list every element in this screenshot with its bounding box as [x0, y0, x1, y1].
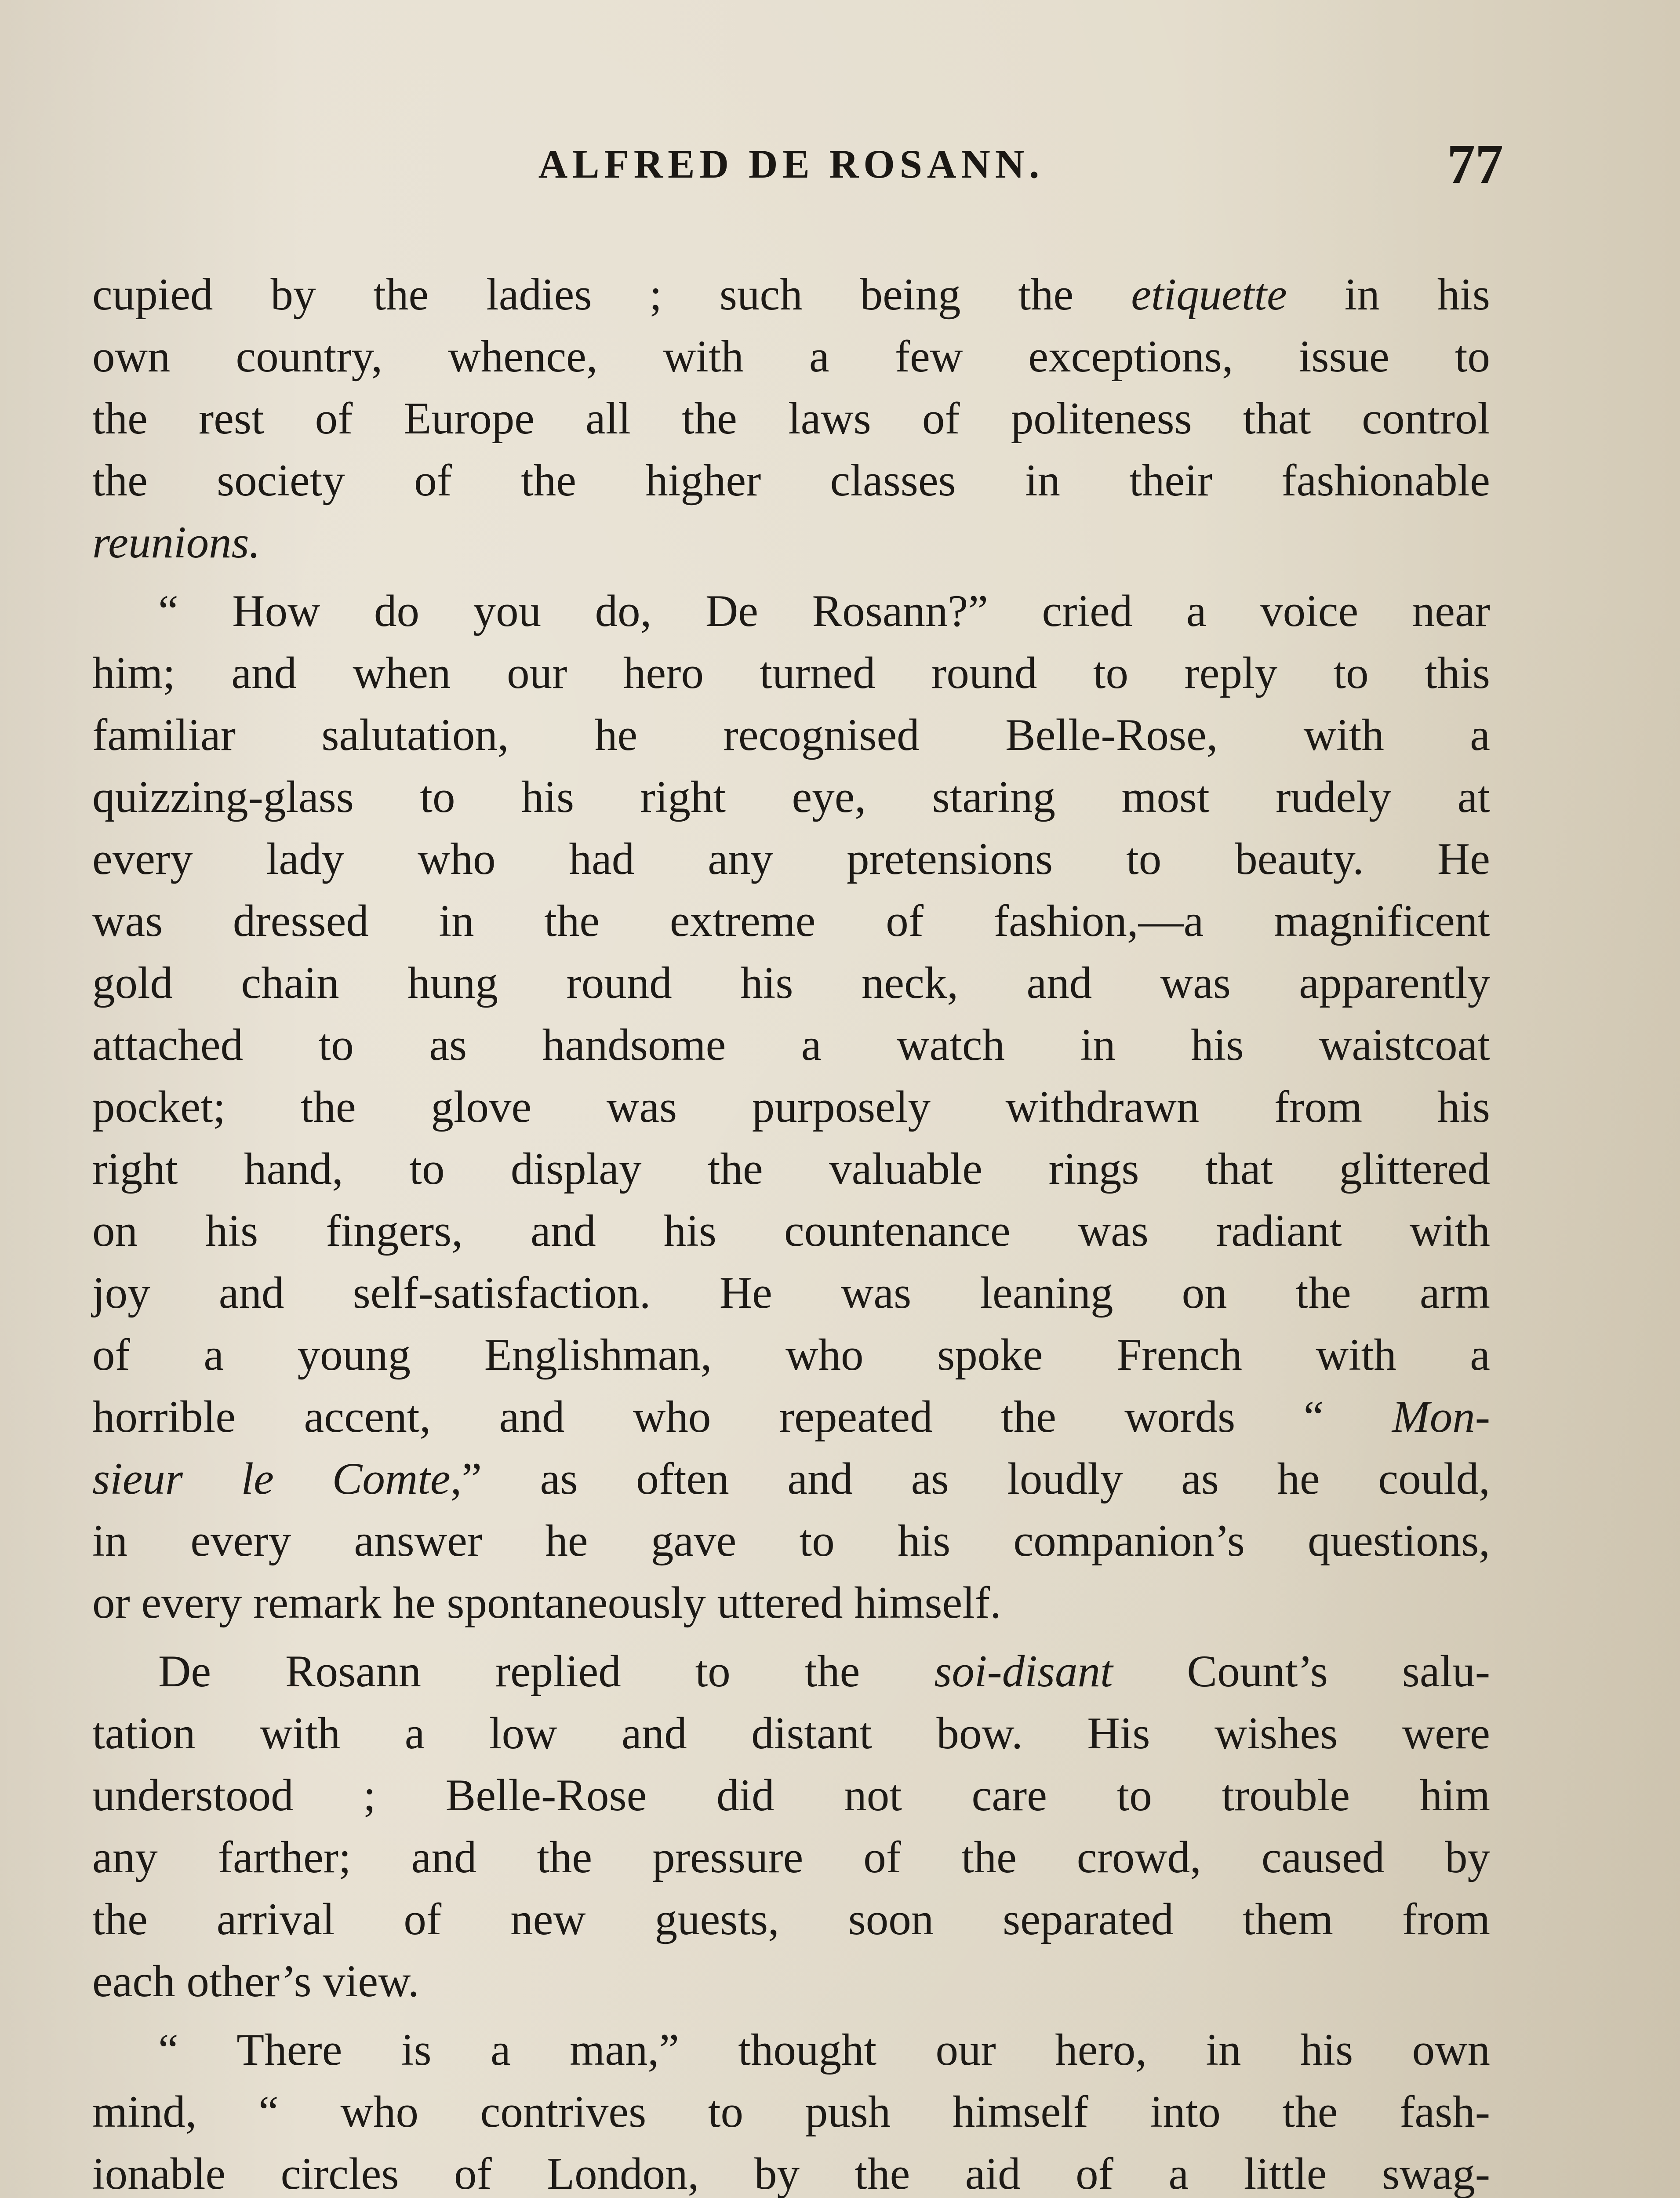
text-line [92, 1827, 1490, 1889]
text-span: or every remark he spontaneously uttered himself. [92, 1578, 1001, 1628]
text-span: De Rosann replied to the [158, 1646, 935, 1696]
text-span: the rest of Europe all the laws of politeness that control [92, 393, 1490, 444]
text-span: gold chain hung round his neck, and was apparently [92, 958, 1490, 1008]
text-line [92, 580, 1490, 642]
text-line [92, 1448, 1490, 1510]
text-line [92, 1951, 1490, 2012]
text-span: on his fingers, and his countenance was radiant with [92, 1206, 1490, 1256]
text-line [92, 1889, 1490, 1951]
text-line [92, 1014, 1490, 1076]
text-line [92, 952, 1490, 1014]
text-span: pocket; the glove was purposely withdrawn from his [92, 1082, 1490, 1132]
text-line [92, 512, 1490, 574]
text-span: was dressed in the extreme of fashion,—a magnificent [92, 896, 1490, 946]
text-span: “ How do you do, De Rosann?” cried a voice near [158, 586, 1490, 636]
body-text [92, 264, 1490, 2198]
text-span: joy and self-satisfaction. He was leaning on the arm [92, 1268, 1490, 1318]
text-span: in every answer he gave to his companion’s questions, [92, 1516, 1490, 1566]
text-line [92, 1262, 1490, 1324]
text-line [92, 450, 1490, 512]
text-line [92, 326, 1490, 388]
text-line [92, 388, 1490, 450]
text-span: mind, “ who contrives to push himself into the fash- [92, 2087, 1490, 2137]
italic-span: reunions. [92, 517, 261, 568]
page-number: 77 [1447, 133, 1503, 195]
text-span: the society of the higher classes in their fashionable [92, 455, 1490, 506]
text-line [92, 2143, 1490, 2198]
text-line [92, 1572, 1490, 1634]
text-span: every lady who had any pretensions to beauty. He [92, 834, 1490, 884]
text-line [92, 1765, 1490, 1827]
text-span: in his [1287, 269, 1490, 320]
italic-span: soi-disant [934, 1646, 1113, 1696]
text-line [92, 2081, 1490, 2143]
text-line [92, 1510, 1490, 1572]
text-line [92, 1386, 1490, 1448]
text-span: cupied by the ladies ; such being the [92, 269, 1131, 320]
text-span: attached to as handsome a watch in his waistcoat [92, 1020, 1490, 1070]
text-line [92, 1324, 1490, 1386]
text-line [92, 1076, 1490, 1138]
text-line [92, 2019, 1490, 2081]
text-span: familiar salutation, he recognised Belle-Rose, with a [92, 710, 1490, 760]
text-span: Count’s salu- [1113, 1646, 1491, 1696]
text-span: ionable circles of London, by the aid of a little swag- [92, 2149, 1490, 2198]
running-head: ALFRED DE ROSANN. [538, 142, 1044, 186]
text-line [92, 704, 1490, 766]
text-line [92, 828, 1490, 890]
text-line [92, 264, 1490, 326]
text-line [92, 1138, 1490, 1200]
text-span: quizzing-glass to his right eye, staring most rudely at [92, 772, 1490, 822]
text-span: the arrival of new guests, soon separated them from [92, 1894, 1490, 1944]
italic-span: sieur le Comte, [92, 1454, 462, 1504]
text-line [92, 1703, 1490, 1765]
text-span: own country, whence, with a few exceptions, issue to [92, 331, 1490, 382]
text-line [92, 766, 1490, 828]
text-span: of a young Englishman, who spoke French with a [92, 1330, 1490, 1380]
text-span: “ There is a man,” thought our hero, in his own [158, 2025, 1490, 2075]
text-line [92, 1200, 1490, 1262]
text-line [92, 642, 1490, 704]
page-header [92, 132, 1503, 202]
text-line [92, 1641, 1490, 1703]
text-span: him; and when our hero turned round to reply to this [92, 648, 1490, 698]
text-span: understood ; Belle-Rose did not care to trouble him [92, 1770, 1490, 1820]
italic-span: etiquette [1131, 269, 1287, 320]
text-span: any farther; and the pressure of the crowd, caused by [92, 1832, 1490, 1882]
text-span: each other’s view. [92, 1956, 419, 2006]
text-span: right hand, to display the valuable rings that glittered [92, 1144, 1490, 1194]
italic-span: Mon- [1392, 1392, 1490, 1442]
text-span: tation with a low and distant bow. His wishes were [92, 1708, 1490, 1758]
text-line [92, 890, 1490, 952]
text-span: horrible accent, and who repeated the words “ [92, 1392, 1392, 1442]
text-span: ” as often and as loudly as he could, [462, 1454, 1491, 1504]
